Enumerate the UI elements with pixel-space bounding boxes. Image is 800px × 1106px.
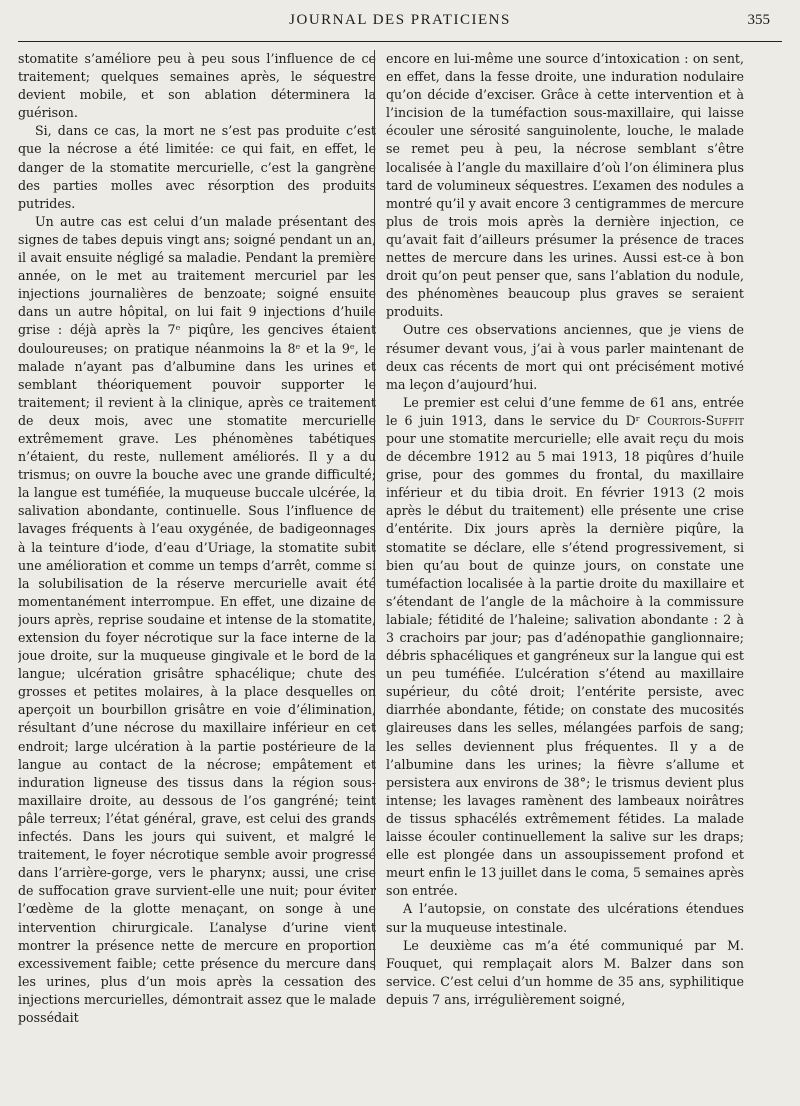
journal-title: JOURNAL DES PRATICIENS — [289, 12, 511, 28]
header-rule — [18, 41, 782, 42]
paragraph: Le deuxième cas m’a été communiqué par M. Fouquet, qui remplaçait alors M. Balzer dans son service. C’est celui d’un homme de 35 ans, syphilitique depuis 7 ans, irrégulièrement soigné, — [386, 937, 744, 1007]
page-number: 355 — [747, 12, 770, 28]
physician-name: Courtois-Suffit — [647, 412, 744, 428]
paragraph: encore en lui-même une source d’intoxication : on sent, en effet, dans la fesse droite, une induration nodulaire qu’on décide d’exciser. Grâce à cette intervention et à l’incision de la tuméfaction sous-maxillaire, qui laisse écouler une sérosité sanguinolente, louche, le malade se remet peu à peu, la nécrose semblant s’être localisée à l’angle du maxillaire d’où l’on éliminera plus tard de volumineux séquestres. L’examen des nodules a montré qu’il y avait encore 3 centigrammes de mercure plus de trois mois après la dernière injection, ce qu’avait fait d’ailleurs présumer la présence de traces nettes de mercure dans les urines. Aussi est-ce à bon droit qu’on peut penser que, sans l’ablation du nodule, des phénomènes beaucoup plus graves se seraient produits. — [386, 51, 744, 320]
right-column — [386, 50, 744, 1090]
paragraph-text: Le premier est celui d’une femme de 61 ans, entrée le 6 juin 1913, dans le service du Dʳ — [386, 394, 744, 428]
left-column — [18, 50, 376, 1090]
paragraph: stomatite s’améliore peu à peu sous l’influence de ce traitement; quelques semaines après, le séquestre devient mobile, et son ablation déterminera la guérison. — [18, 51, 376, 121]
running-header — [0, 0, 800, 44]
paragraph — [386, 394, 744, 901]
column-divider — [374, 50, 375, 970]
paragraph-text: pour une stomatite mercurielle; elle avait reçu du mois de décembre 1912 au 5 mai 1913, 18 piqûres d’huile grise, pour des gommes du frontal, du maxillaire inférieur et du tibia droit. En février 1913 (2 mois après le début du traitement) elle présente une crise d’entérite. Dix jours après la dernière piqûre, la stomatite se déclare, elle s’étend progressivement, si bien qu’au bout de quinze jours, on constate une tuméfaction localisée à la partie droite du maxillaire et s’étendant de l’angle de la mâchoire à la commissure labiale; fétidité de l’haleine; salivation abondante : 2 à 3 crachoirs par jour; pas d’adénopathie ganglionnaire; débris sphacéliques et gangréneux sur la langue qui est un peu tuméfiée. L’ulcération s’étend au maxillaire supérieur, du côté droit; l’entérite persiste, avec diarrhée abondante, fétide; on constate des mucosités glaireuses dans les selles, mélangées parfois de sang; les selles deviennent plus fréquentes. Il y a de l’albumine dans les urines; la fièvre s’allume et persistera aux environs de 38°; le trismus devient plus intense; les lavages ramènent des lambeaux noirâtres de tissus sphacélés extrêmement fétides. La malade laisse écouler continuellement la salive sur les draps; elle est plongée dans un assoupissement profond et meurt enfin le 13 juillet dans le coma, 5 semaines après son entrée. — [386, 430, 744, 899]
paragraph: Si, dans ce cas, la mort ne s’est pas produite c’est que la nécrose a été limitée: ce qui fait, en effet, le danger de la stomatite mercurielle, c’est la gangrène des parties molles avec résorption des produits putrides. — [18, 123, 376, 211]
paragraph: Outre ces observations anciennes, que je viens de résumer devant vous, j’ai à vous parler maintenant de deux cas récents de mort qui ont précisément motivé ma leçon d’aujourd’hui. — [386, 322, 744, 392]
paragraph: A l’autopsie, on constate des ulcérations étendues sur la muqueuse intestinale. — [386, 901, 744, 935]
paragraph: Un autre cas est celui d’un malade présentant des signes de tabes depuis vingt ans; soigné pendant un an, il avait ensuite négligé sa maladie. Pendant la première année, on le met au traitement mercuriel par les injections journalières de benzoate; soigné ensuite dans un autre hôpital, on lui fait 9 injections d’huile grise : déjà après la 7ᵉ piqûre, les gencives étaient douloureuses; on pratique néanmoins la 8ᵉ et la 9ᵉ, le malade n’ayant pas d’albumine dans les urines et semblant théoriquement pouvoir supporter le traitement; il revient à la clinique, après ce traitement de deux mois, avec une stomatite mercurielle extrêmement grave. Les phénomènes tabétiques n’étaient, du reste, nullement améliorés. Il y a du trismus; on ouvre la bouche avec une grande difficulté; la langue est tuméfiée, la muqueuse buccale ulcérée, la salivation abondante, continuelle. Sous l’influence de lavages fréquents à l’eau oxygénée, de badigeonnages à la teinture d’iode, d’eau d’Uriage, la stomatite subit une amélioration et comme un temps d’arrêt, comme si la solubilisation de la réserve mercurielle avait été momentanément interrompue. En effet, une dizaine de jours après, reprise soudaine et intense de la stomatite, extension du foyer nécrotique sur la face interne de la joue droite, sur la muqueuse gingivale et le bord de la langue; ulcération grisâtre sphacélique; chute des grosses et petites molaires, à la place desquelles on aperçoit un bourbillon grisâtre en voie d’élimination, résultant d’une nécrose du maxillaire inférieur en cet endroit; large ulcération à la partie postérieure de la langue au contact de la nécrose; empâtement et induration ligneuse des tissus dans la région sous-maxillaire droite, au dessous de l’os gangréné; teint pâle terreux; l’état général, grave, est celui des grands infectés. Dans les jours qui suivent, et malgré le traitement, le foyer nécrotique semble avoir progressé dans l’arrière-gorge, vers le pharynx; aussi, une crise de suffocation grave survient-elle une nuit; pour éviter l’œdème de la glotte menaçant, on songe à une intervention chirurgicale. L’analyse d’urine vient montrer la présence nette de mercure en proportion excessivement faible; cette présence du mercure dans les urines, plus d’un mois après la cessation des injections mercurielles, démontrait assez que le malade possédait — [18, 213, 376, 1025]
